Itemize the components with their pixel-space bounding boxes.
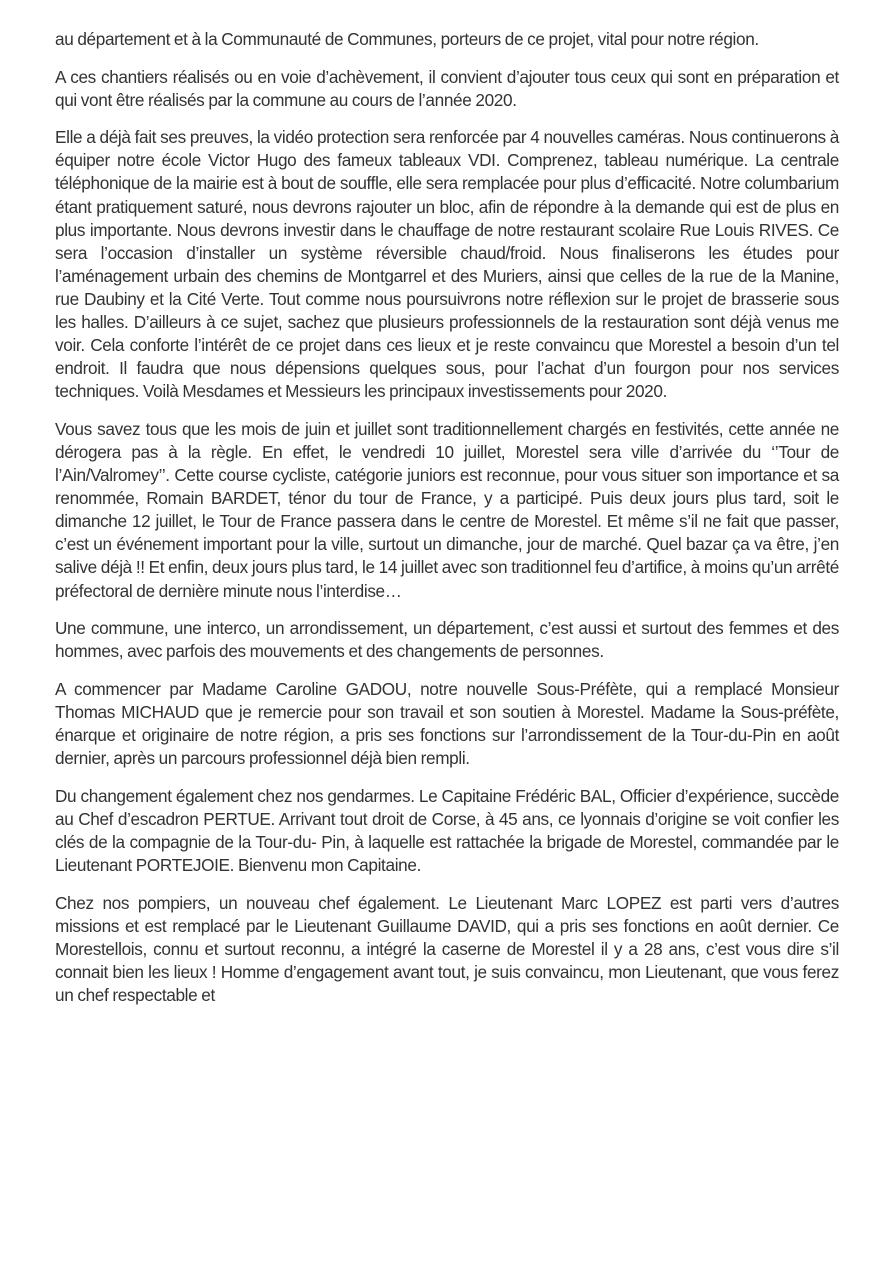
paragraph-upcoming-works: A ces chantiers réalisés ou en voie d’achèvement, il convient d’ajouter tous ceux qui sont en préparation et qui vont être réalisés par la commune au cours de l’année 2020. — [55, 66, 839, 110]
paragraph-sub-prefect: A commencer par Madame Caroline GADOU, notre nouvelle Sous-Préfète, qui a remplacé Monsieur Thomas MICHAUD que je remercie pour son travail et son soutien à Morestel. Madame la Sous-préfète, énarque et originaire de notre région, a pris ses fonctions sur l’arrondissement de la Tour-du-Pin en août dernier, après un parcours professionnel déjà bien rempli. — [55, 678, 839, 769]
paragraph-firefighters: Chez nos pompiers, un nouveau chef également. Le Lieutenant Marc LOPEZ est parti vers d’autres missions et est remplacé par le Lieutenant Guillaume DAVID, qui a pris ses fonctions en août dernier. Ce Morestellois, connu et surtout reconnu, a intégré la caserne de Morestel il y a 28 ans, c’est vous dire s’il connait bien les lieux ! Homme d’engagement avant tout, je suis convaincu, mon Lieutenant, que vous ferez un chef respectable et — [55, 892, 839, 1005]
paragraph-regional-project: au département et à la Communauté de Communes, porteurs de ce projet, vital pour notre région. — [55, 29, 759, 49]
paragraph-gendarmes: Du changement également chez nos gendarmes. Le Capitaine Frédéric BAL, Officier d’expérience, succède au Chef d’escadron PERTUE. Arrivant tout droit de Corse, à 45 ans, ce lyonnais d’origine se voit confier les clés de la compagnie de la Tour-du- Pin, à laquelle est rattachée la brigade de Morestel, commandée par le Lieutenant PORTEJOIE. Bienvenu mon Capitaine. — [55, 785, 839, 875]
paragraph-investments-2020: Elle a déjà fait ses preuves, la vidéo protection sera renforcée par 4 nouvelles caméras. Nous continuerons à équiper notre école Victor Hugo des fameux tableaux VDI. Comprenez, tableau numérique. La centrale téléphonique de la mairie est à bout de souffle, elle sera remplacée pour plus d’efficacité. Notre columbarium étant pratiquement saturé, nous devrons rajouter un bloc, afin de répondre à la demande qui est de plus en plus importante. Nous devrons investir dans le chauffage de notre restaurant scolaire Rue Louis RIVES. Ce sera l’occasion d’installer un système réversible chaud/froid. Nous finaliserons les études pour l’aménagement urbain des chemins de Montgarrel et des Muriers, ainsi que celles de la rue de la Manine, rue Daubiny et la Cité Verte. Tout comme nous poursuivrons notre réflexion sur le projet de brasserie sous les halles. D’ailleurs à ce sujet, sachez que plusieurs professionnels de la restauration sont déjà venus me voir. Cela conforte l’intérêt de ce projet dans ces lieux et je reste convaincu que Morestel a besoin d’un tel endroit. Il faudra que nous dépensions quelques sous, pour l’achat d’un fourgon pour nos services techniques. Voilà Mesdames et Messieurs les principaux investissements pour 2020. — [55, 127, 839, 402]
paragraph-people-changes: Une commune, une interco, un arrondissement, un département, c’est aussi et surtout des femmes et des hommes, avec parfois des mouvements et des changements de personnes. — [55, 618, 839, 662]
paragraph-summer-festivities: Vous savez tous que les mois de juin et juillet sont traditionnellement chargés en festivités, cette année ne dérogera pas à la règle. En effet, le vendredi 10 juillet, Morestel sera ville d’arrivée du ‘’Tour de l’Ain/Valromey’’. Cette course cycliste, catégorie juniors est reconnue, pour vous situer son importance et sa renommée, Romain BARDET, ténor du tour de France, y a participé. Puis deux jours plus tard, soit le dimanche 12 juillet, le Tour de France passera dans le centre de Morestel. Et même s’il ne fait que passer, c’est un événement important pour la ville, surtout un dimanche, jour de marché. Quel bazar ça va être, j’en salive déjà !! Et enfin, deux jours plus tard, le 14 juillet avec son traditionnel feu d’artifice, à moins qu’un arrêté préfectoral de dernière minute nous l’interdise… — [55, 418, 839, 601]
document-page — [55, 28, 839, 1022]
